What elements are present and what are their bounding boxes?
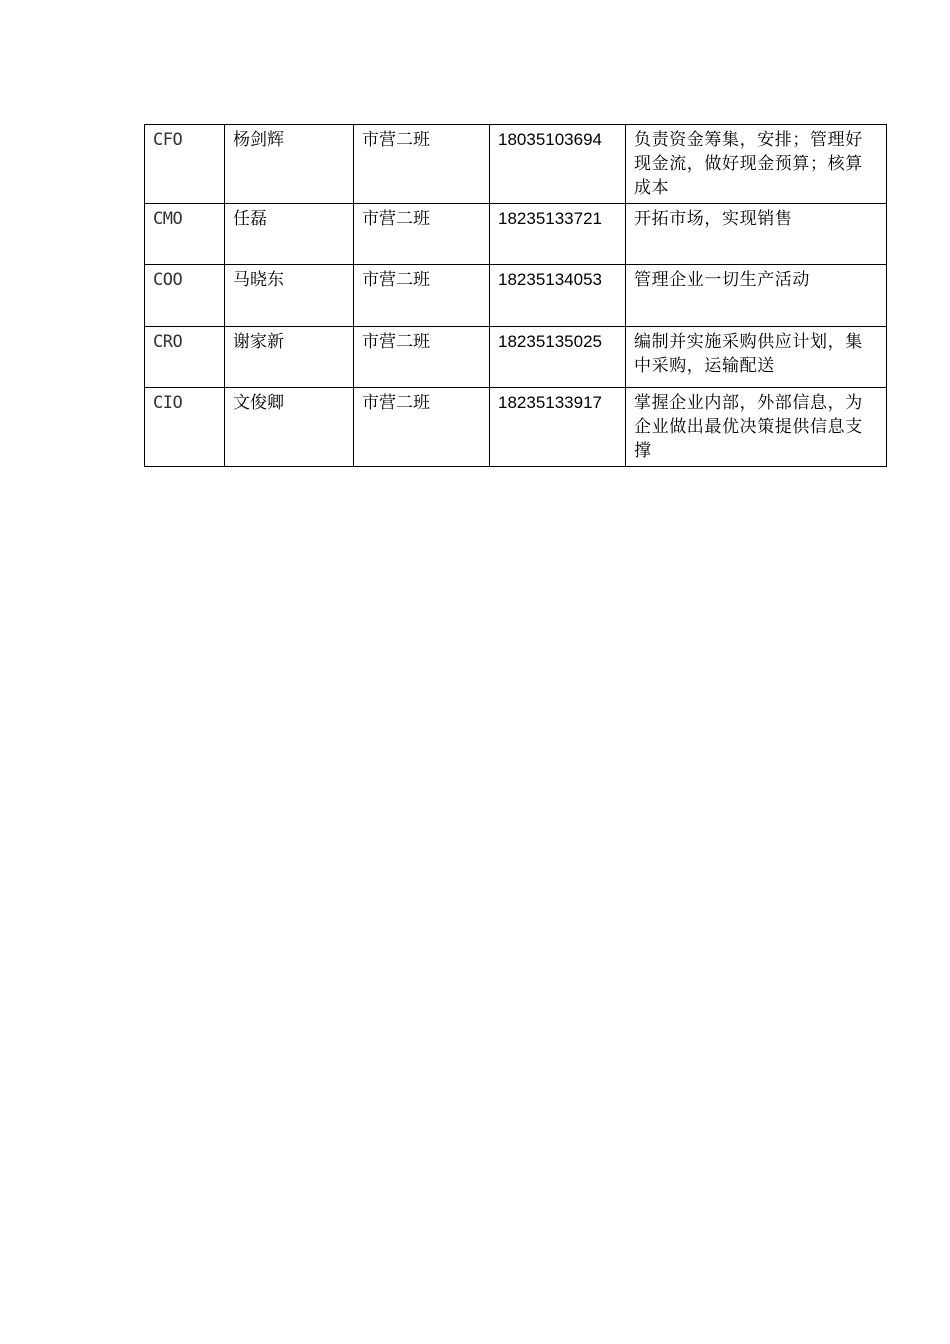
class-cell: 市营二班: [354, 125, 490, 204]
role-cell: CRO: [145, 327, 225, 388]
duty-cell: 掌握企业内部，外部信息，为企业做出最优决策提供信息支撑: [626, 388, 887, 467]
table-row: [145, 125, 887, 204]
role-cell: CMO: [145, 204, 225, 265]
duty-cell: 开拓市场，实现销售: [626, 204, 887, 265]
class-cell: 市营二班: [354, 204, 490, 265]
name-cell: 任磊: [225, 204, 354, 265]
role-cell: COO: [145, 265, 225, 327]
table-row: [145, 204, 887, 265]
duty-cell: 编制并实施采购供应计划，集中采购，运输配送: [626, 327, 887, 388]
duty-cell: 管理企业一切生产活动: [626, 265, 887, 327]
phone-cell: 18235133721: [490, 204, 626, 265]
phone-cell: 18235134053: [490, 265, 626, 327]
name-cell: 文俊卿: [225, 388, 354, 467]
class-cell: 市营二班: [354, 388, 490, 467]
role-cell: CFO: [145, 125, 225, 204]
phone-cell: 18235133917: [490, 388, 626, 467]
name-cell: 马晓东: [225, 265, 354, 327]
table-row: [145, 327, 887, 388]
table-row: [145, 388, 887, 467]
name-cell: 杨剑辉: [225, 125, 354, 204]
duty-cell: 负责资金筹集，安排；管理好现金流，做好现金预算；核算成本: [626, 125, 887, 204]
name-cell: 谢家新: [225, 327, 354, 388]
class-cell: 市营二班: [354, 265, 490, 327]
phone-cell: 18235135025: [490, 327, 626, 388]
role-cell: CIO: [145, 388, 225, 467]
phone-cell: 18035103694: [490, 125, 626, 204]
class-cell: 市营二班: [354, 327, 490, 388]
table-row: [145, 265, 887, 327]
team-roster-table: [144, 124, 887, 467]
